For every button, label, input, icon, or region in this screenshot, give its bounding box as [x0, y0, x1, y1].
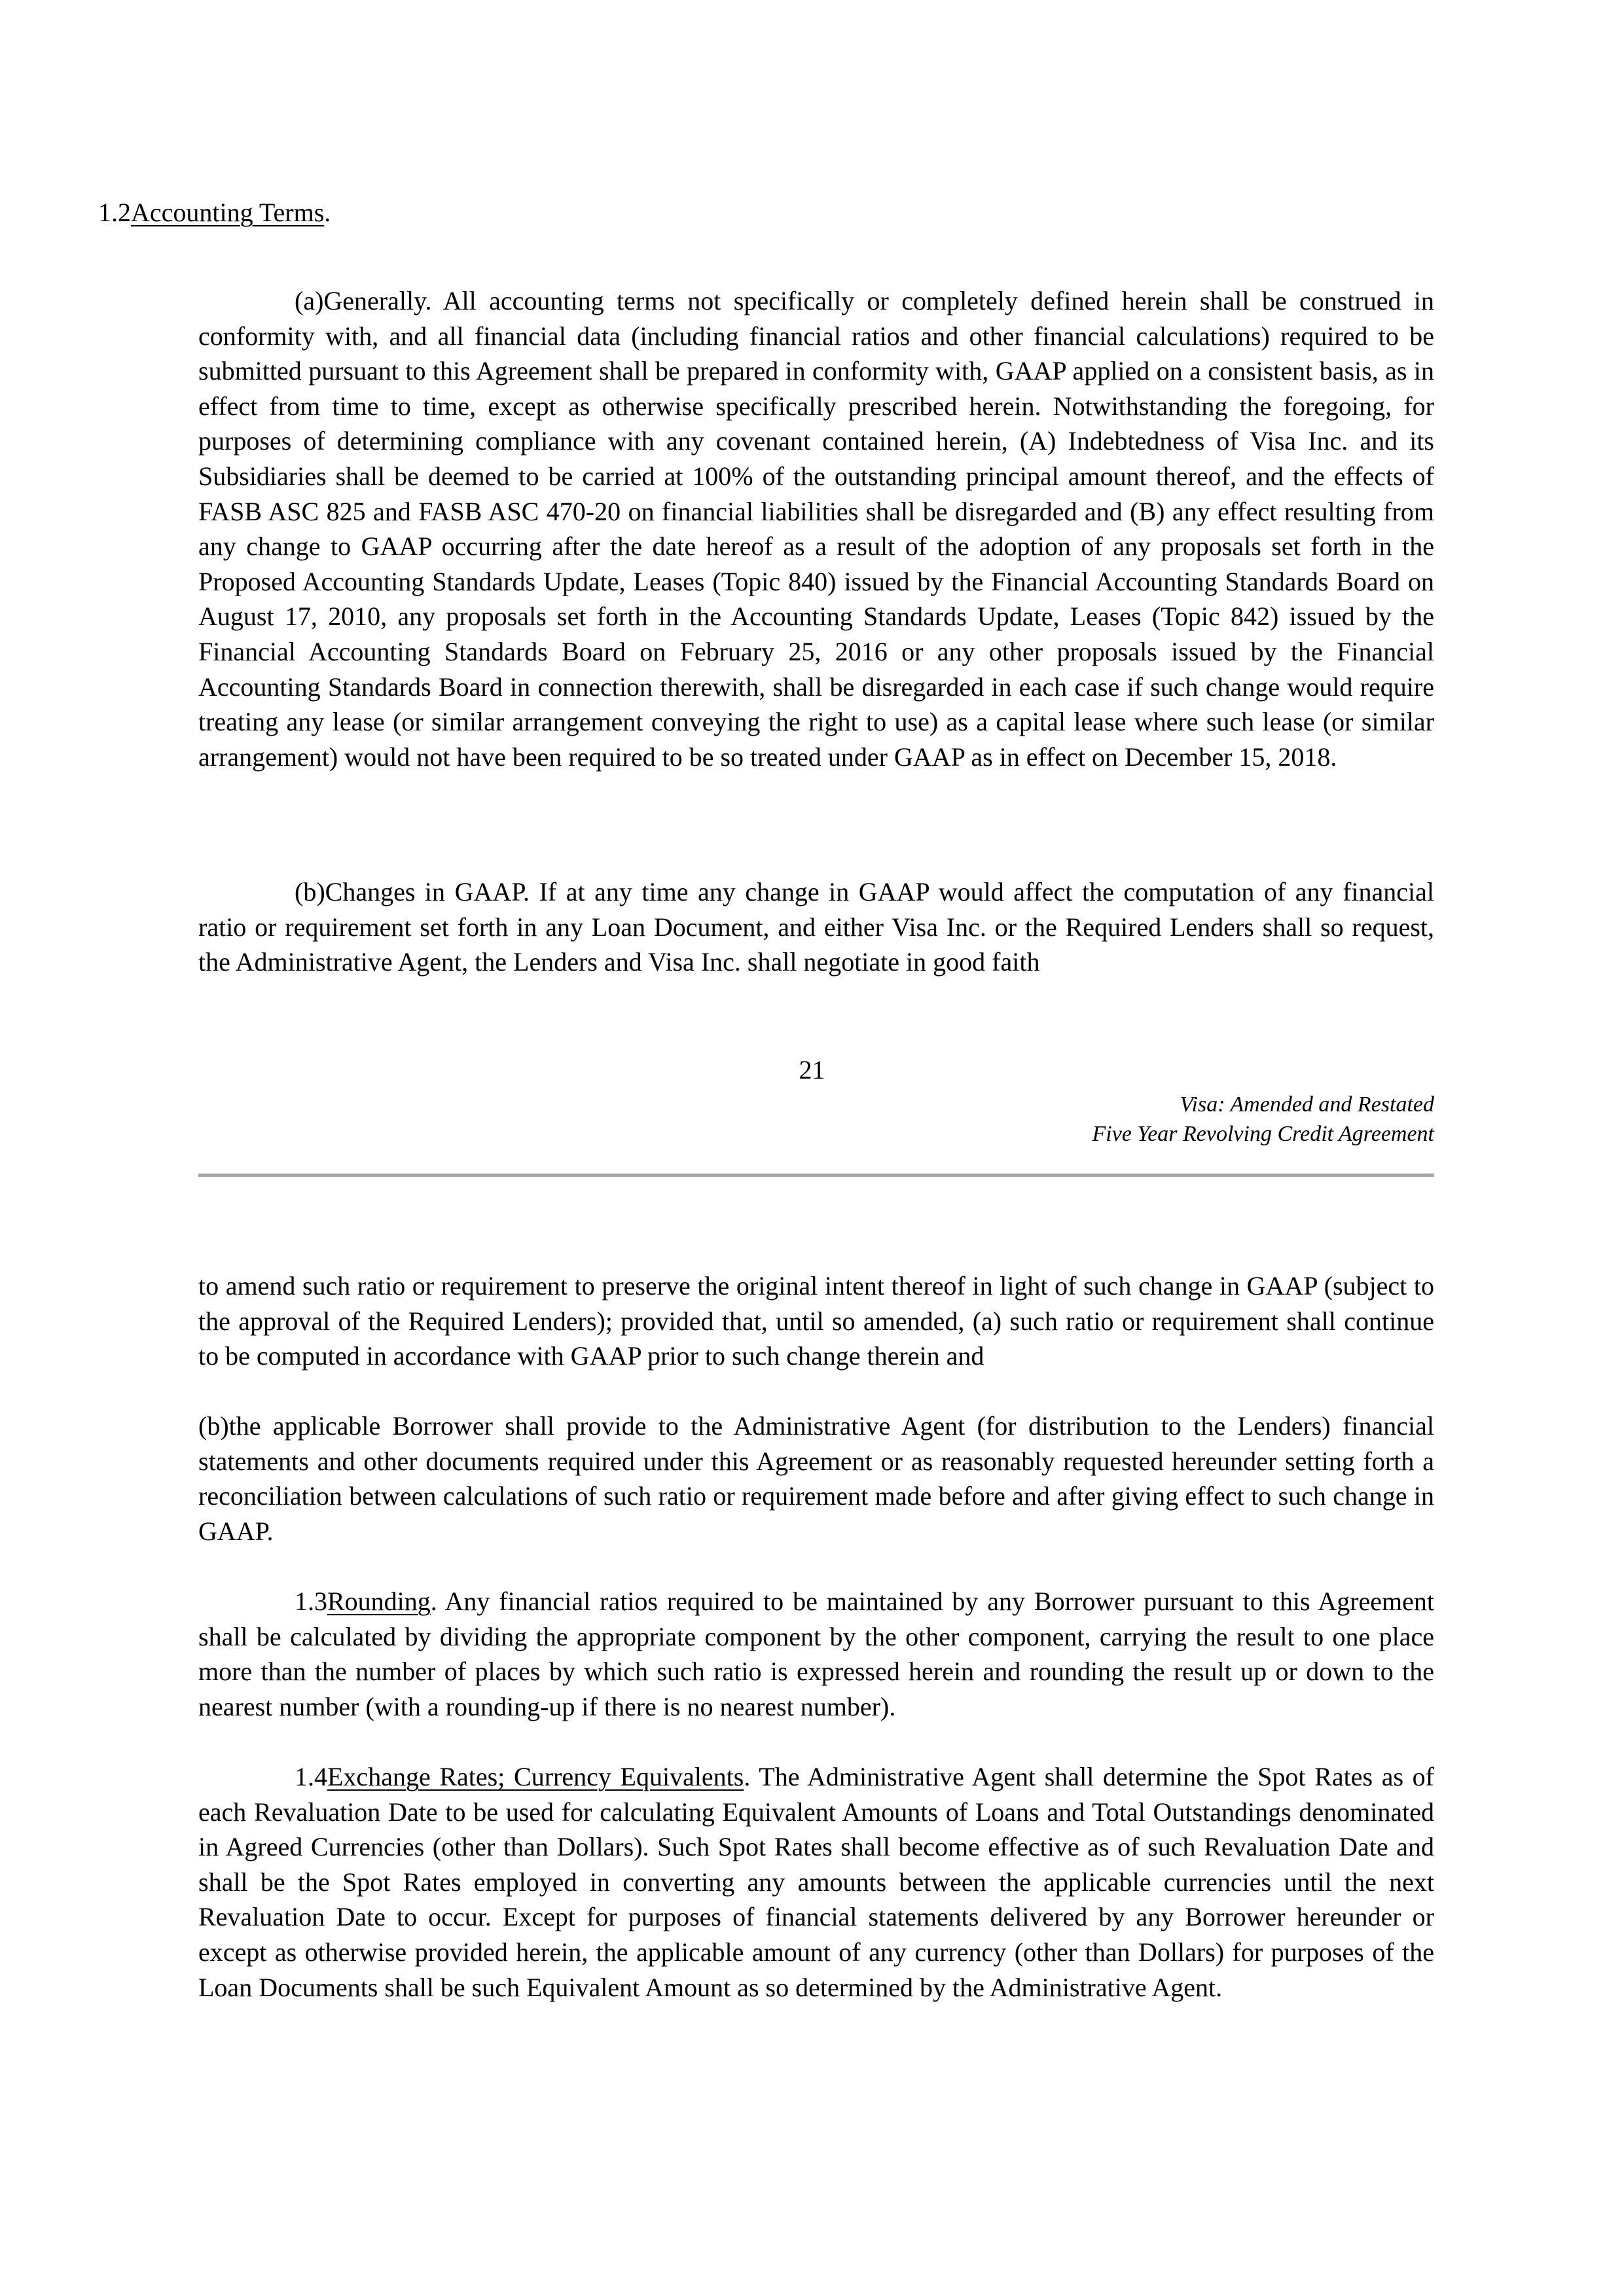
section-title: Accounting Terms — [131, 198, 325, 227]
paragraph-text: If at any time any change in GAAP would affect the computation of any financial ratio or requirement set forth in any Loan Document, and either Visa Inc. or the Required Lenders shall so request, the Administrative Agent, the Lenders and Visa Inc. shall negotiate in good faith — [198, 877, 1434, 977]
paragraph-text: . Any financial ratios required to be maintained by any Borrower pursuant to this Agreement shall be calculated by dividing the appropriate component by the other component, carrying the result to one place more than the number of places by which such ratio is expressed herein and rounding the result up or down to the nearest number (with a rounding-up if there is no nearest number). — [198, 1587, 1434, 1721]
footer-line-1: Visa: Amended and Restated — [1180, 1092, 1434, 1117]
page-number: 21 — [799, 1055, 825, 1085]
paragraph-continuation-b — [198, 1408, 1434, 1549]
paragraph-text: . The Administrative Agent shall determine the Spot Rates as of each Revaluation Date to be used for calculating Equivalent Amounts of Loans and Total Outstandings denominated in Agreed Currencies (other than Dollars). Such Spot Rates shall become effective as of such Revaluation Date and shall be the Spot Rates employed in converting any amounts between the applicable currencies until the next Revaluation Date to occur. Except for purposes of financial statements delivered by any Borrower hereunder or except as otherwise provided herein, the applicable amount of any currency (other than Dollars) for purposes of the Loan Documents shall be such Equivalent Amount as so determined by the Administrative Agent. — [198, 1762, 1434, 2002]
section-1-3-rounding — [198, 1584, 1434, 1724]
section-title-trail: . — [324, 198, 331, 227]
section-number: 1.2 — [98, 198, 131, 227]
paragraph-a-generally — [198, 283, 1434, 774]
paragraph-text: to amend such ratio or requirement to preserve the original intent thereof in light of such change in GAAP (subject to the approval of the Required Lenders); provided that, until so amended, (a) such ratio or requirement shall continue to be computed in accordance with GAAP prior to such change therein and — [198, 1271, 1434, 1371]
paragraph-continuation — [198, 1268, 1434, 1374]
paragraph-lead: (a)Generally. — [295, 286, 432, 315]
section-title: Rounding — [327, 1587, 431, 1616]
paragraph-lead: (b)Changes in GAAP. — [295, 877, 530, 906]
page-break-divider — [198, 1174, 1434, 1177]
section-number: 1.4 — [295, 1762, 327, 1791]
section-1-4-exchange-rates — [198, 1759, 1434, 2005]
paragraph-text: (b)the applicable Borrower shall provide to the Administrative Agent (for distribution to the Lenders) financial statements and other documents required under this Agreement or as reasonably requested hereunder setting forth a reconciliation between calculations of such ratio or requirement made before and after giving effect to such change in GAAP. — [198, 1411, 1434, 1546]
paragraph-b-changes-in-gaap — [198, 874, 1434, 980]
section-number: 1.3 — [295, 1587, 327, 1616]
footer-line-2: Five Year Revolving Credit Agreement — [1092, 1122, 1434, 1146]
paragraph-text: All accounting terms not specifically or completely defined herein shall be construed in conformity with, and all financial data (including financial ratios and other financial calculations) required to be submitted pursuant to this Agreement shall be prepared in conformity with, GAAP applied on a consistent basis, as in effect from time to time, except as otherwise specifically prescribed herein. Notwithstanding the foregoing, for purposes of determining compliance with any covenant contained herein, (A) Indebtedness of Visa Inc. and its Subsidiaries shall be deemed to be carried at 100% of the outstanding principal amount thereof, and the effects of FASB ASC 825 and FASB ASC 470-20 on financial liabilities shall be disregarded and (B) any effect resulting from any change to GAAP occurring after the date hereof as a result of the adoption of any proposals set forth in the Proposed Accounting Standards Update, Leases (Topic 840) issued by the Financial Accounting Standards Board on August 17, 2010, any proposals set forth in the Accounting Standards Update, Leases (Topic 842) issued by the Financial Accounting Standards Board on February 25, 2016 or any other proposals issued by the Financial Accounting Standards Board in connection therewith, shall be disregarded in each case if such change would require treating any lease (or similar arrangement conveying the right to use) as a capital lease where such lease (or similar arrangement) would not have been required to be so treated under GAAP as in effect on December 15, 2018. — [198, 286, 1434, 772]
section-title: Exchange Rates; Currency Equivalents — [327, 1762, 744, 1791]
section-heading-1-2 — [98, 195, 331, 230]
